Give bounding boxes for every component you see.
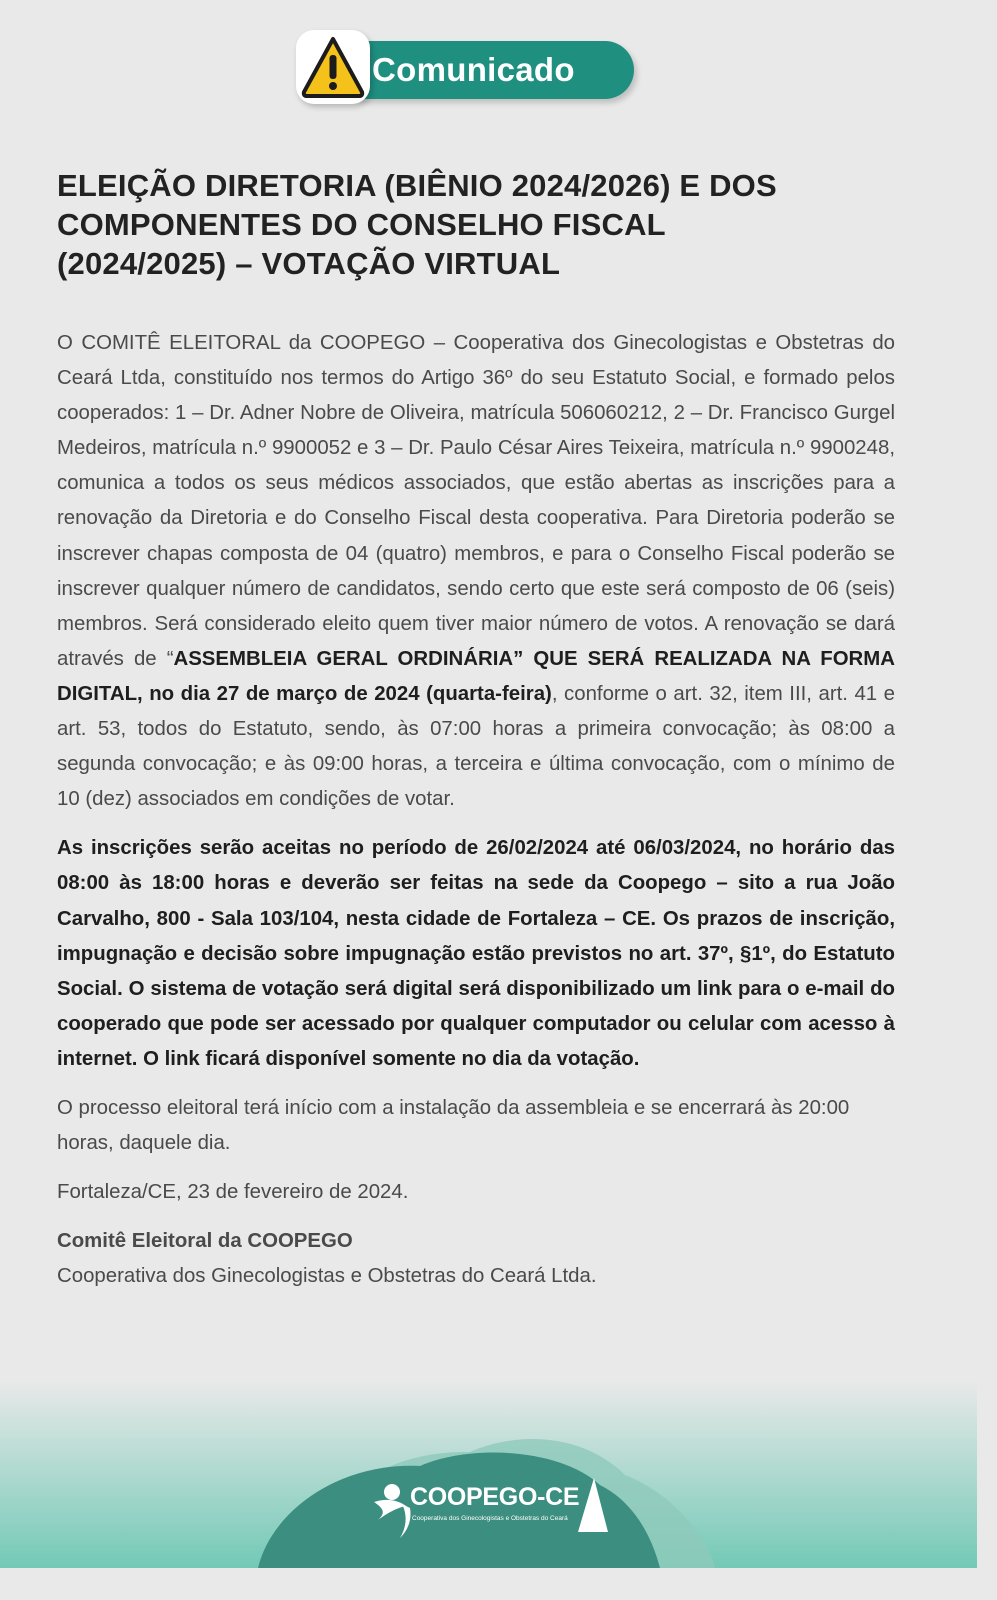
badge-label: Comunicado bbox=[372, 51, 575, 88]
title-line-3: (2024/2025) – VOTAÇÃO VIRTUAL bbox=[57, 246, 561, 281]
intro-text: O COMITÊ ELEITORAL da COOPEGO – Cooperativa dos Ginecologistas e Obstetras do Ceará Ltda, constituído nos termos do Artigo 36º do seu Estatuto Social, e formado pelos cooperados: 1 – Dr. Adner Nobre de Oliveira, matrícula 506060212, 2 – Dr. Francisco Gurgel Medeiros, matrícula n.º 9900052 e 3 – Dr. Paulo César Aires Teixeira, matrícula n.º 9900248, comunica a todos os seus médicos associados, que estão abertas as inscrições para a renovação da Diretoria e do Conselho Fiscal desta cooperativa. Para Diretoria poderão se inscrever chapas composta de 04 (quatro) membros, e para o Conselho Fiscal poderão se inscrever qualquer número de candidatos, sendo certo que este será composto de 06 (seis) membros. Será considerado eleito quem tiver maior número de votos. A renovação se dará através de “ bbox=[57, 332, 895, 670]
intro-text-end: , conforme o art. 32, item III, art. 41 e art. 53, todos do Estatuto, sendo, às 07:00 horas a primeira convocação; às 08:00 a segunda convocação; e às 09:00 horas, a terceira e última convocação, com o mínimo de 10 (dez) associados em condições de votar. bbox=[57, 682, 895, 811]
signature-org: Cooperativa dos Ginecologistas e Obstetras do Ceará Ltda. bbox=[57, 1265, 597, 1288]
paragraph-registration: As inscrições serão aceitas no período de 26/02/2024 até 06/03/2024, no horário das 08:00 às 18:00 horas e deverão ser feitas na sede da Coopego – sito a rua João Carvalho, 800 - Sala 103/104, nesta cidade de Fortaleza – CE. Os prazos de inscrição, impugnação e decisão sobre impugnação estão previstos no art. 37º, §1º, do Estatuto Social. O sistema de votação será digital será disponibilizado um link para o e-mail do cooperado que pode ser acessado por qualquer computador ou celular com acesso à internet. O link ficará disponível somente no dia da votação. bbox=[57, 837, 895, 1070]
signature-name: Comitê Eleitoral da COOPEGO bbox=[57, 1230, 353, 1253]
assembly-highlight: ASSEMBLEIA GERAL ORDINÁRIA” QUE SERÁ REALIZADA NA FORMA DIGITAL, no dia 27 de março de 2024 (quarta-feira) bbox=[57, 647, 895, 705]
comunicado-badge bbox=[296, 28, 641, 112]
warning-icon bbox=[296, 30, 370, 104]
logo-tagline: Cooperativa dos Ginecologistas e Obstetras do Ceará bbox=[412, 1515, 568, 1522]
title-line-1: ELEIÇÃO DIRETORIA (BIÊNIO 2024/2026) E DOS bbox=[57, 168, 777, 203]
logo-name: COOPEGO-CE bbox=[410, 1483, 580, 1511]
announcement-body bbox=[57, 326, 895, 1294]
title-line-2: COMPONENTES DO CONSELHO FISCAL bbox=[57, 207, 666, 242]
page-title bbox=[57, 166, 897, 283]
paragraph-process: O processo eleitoral terá início com a instalação da assembleia e se encerrará às 20:00 horas, daquele dia. bbox=[57, 1096, 850, 1155]
sail-icon bbox=[578, 1478, 608, 1532]
coopego-logo bbox=[372, 1476, 612, 1548]
paragraph-intro bbox=[57, 326, 895, 817]
date-line: Fortaleza/CE, 23 de fevereiro de 2024. bbox=[57, 1181, 409, 1204]
